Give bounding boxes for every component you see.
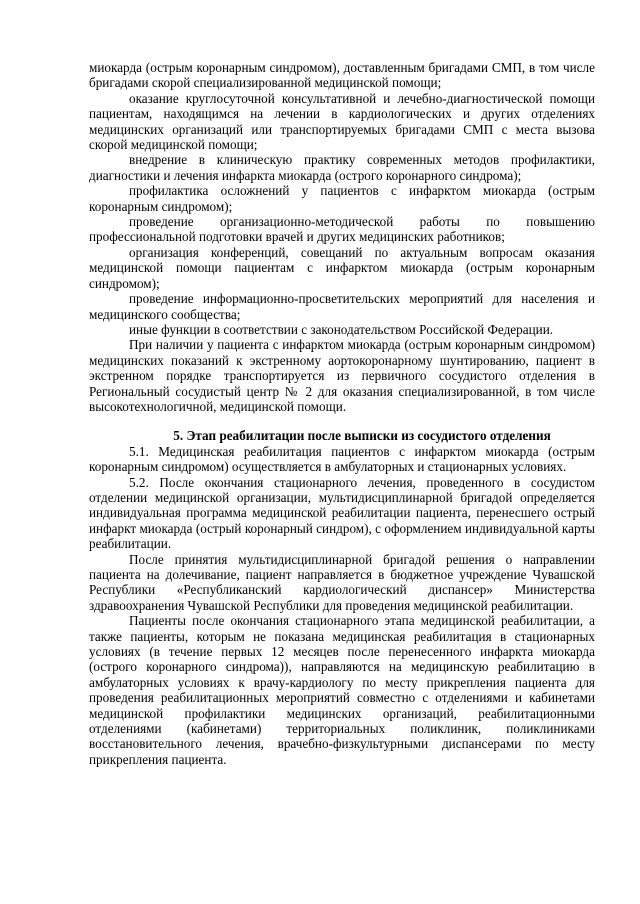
document-page — [89, 60, 595, 767]
paragraph: После принятия мультидисциплинарной бригадой решения о направлении пациента на долечивание, пациент направляется в бюджетное учреждение Чувашской Республики «Республиканский кардиологический диспансер» Министерства здравоохранения Чувашской Республики для проведения медицинской реабилитации. — [89, 551, 595, 613]
paragraph: проведение организационно-методической работы по повышению профессиональной подготовки врачей и других медицинских работников; — [89, 214, 595, 245]
paragraph: профилактика осложнений у пациентов с инфарктом миокарда (острым коронарным синдромом); — [89, 183, 595, 214]
paragraph: иные функции в соответствии с законодательством Российской Федерации. — [129, 321, 554, 337]
paragraph: организация конференций, совещаний по актуальным вопросам оказания медицинской помощи пациентам с инфарктом миокарда (острым коронарным синдромом); — [89, 244, 595, 291]
paragraph: проведение информационно-просветительских мероприятий для населения и медицинского сообщества; — [89, 291, 595, 322]
paragraph: При наличии у пациента с инфарктом миокарда (острым коронарным синдромом) медицинских показаний к экстренному аортокоронарному шунтированию, пациент в экстренном порядке транспортируется из первичного сосудистого отделения в Региональный сосудистый центр № 2 для оказания специализированной, в том числе высокотехнологичной, медицинской помощи. — [89, 337, 595, 414]
paragraph: внедрение в клиническую практику современных методов профилактики, диагностики и лечения инфаркта миокарда (острого коронарного синдрома); — [89, 152, 595, 183]
paragraph: 5.2. После окончания стационарного лечения, проведенного в сосудистом отделении медицинской организации, мультидисциплинарной бригадой определяется индивидуальная программа медицинской реабилитации пациента, перенесшего острый инфаркт миокарда (острый коронарный синдром), с оформлением индивидуальной карты реабилитации. — [89, 474, 595, 552]
paragraph: Пациенты после окончания стационарного этапа медицинской реабилитации, а также пациенты, которым не показана медицинская реабилитация в стационарных условиях (в течение первых 12 месяцев после перенесенного инфаркта миокарда (острого коронарного синдрома)), направляются на медицинскую реабилитацию в амбулаторных условиях к врачу-кардиологу по месту прикрепления пациента для проведения реабилитационных мероприятий совместно с отделениями и кабинетами медицинской профилактики медицинских организаций, реабилитационными отделениями (кабинетами) территориальных поликлиник, поликлиниками восстановительного лечения, врачебно-физкультурными диспансерами по месту прикрепления пациента. — [89, 613, 595, 767]
paragraph: оказание круглосуточной консультативной и лечебно-диагностической помощи пациентам, находящимся на лечении в кардиологических и других отделениях медицинских организаций или транспортируемых бригадами СМП с места вызова скорой медицинской помощи; — [89, 90, 595, 153]
section-heading: 5. Этап реабилитации после выписки из сосудистого отделения — [173, 428, 551, 444]
paragraph: 5.1. Медицинская реабилитация пациентов с инфарктом миокарда (острым коронарным синдромом) осуществляется в амбулаторных и стационарных условиях. — [89, 443, 595, 475]
paragraph: миокарда (острым коронарным синдромом), доставленным бригадами СМП, в том числе бригадами скорой специализированной медицинской помощи; — [89, 60, 595, 91]
